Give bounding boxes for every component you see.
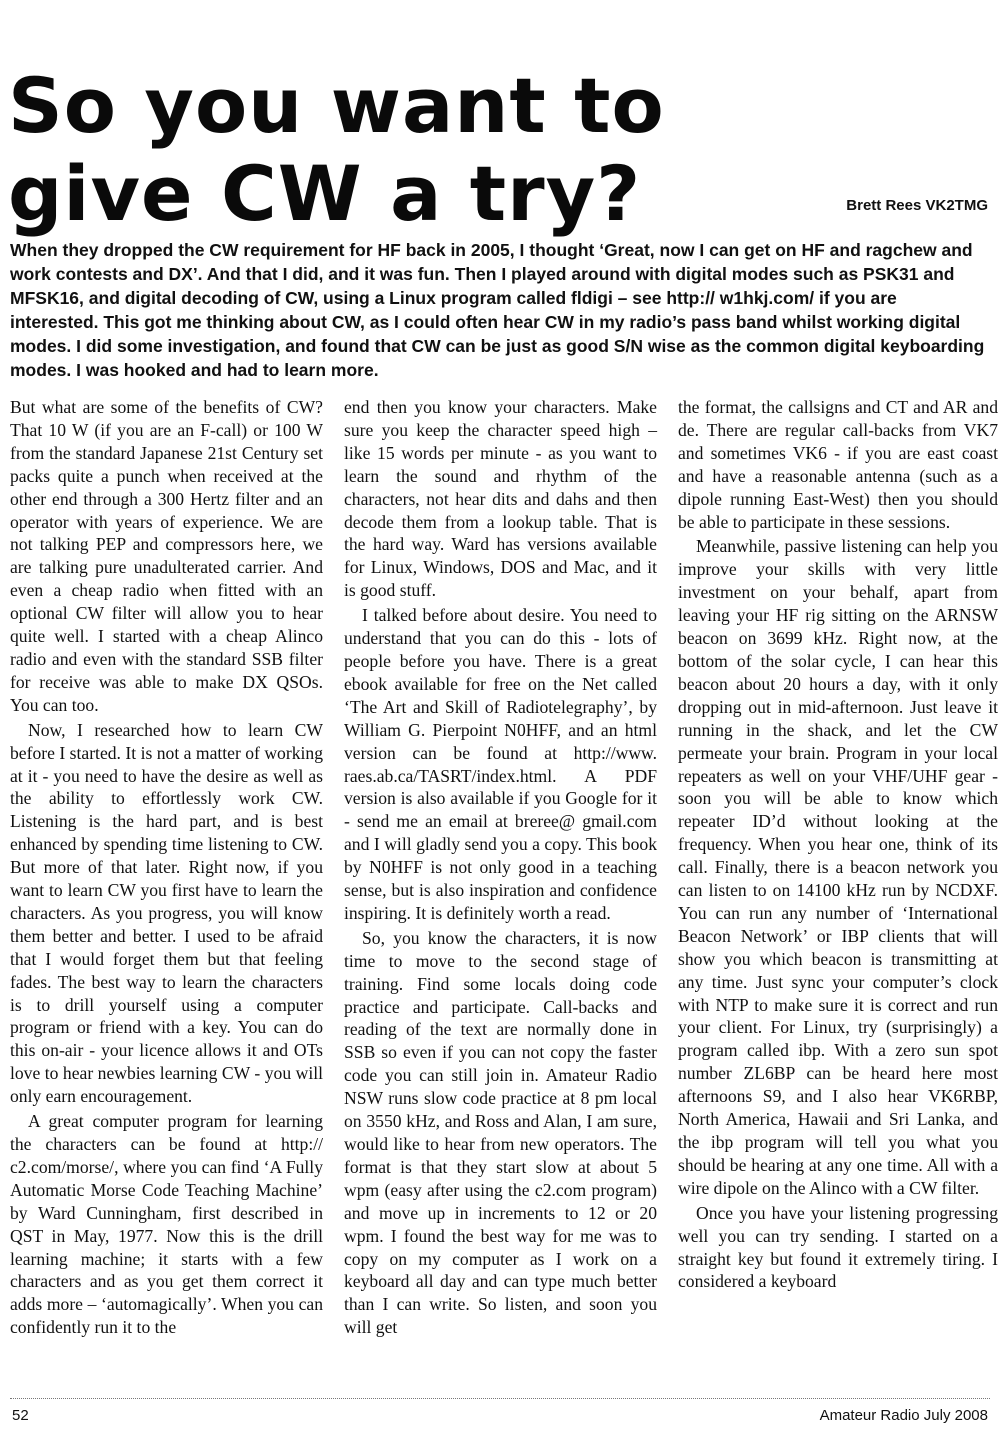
paragraph: I talked before about desire. You need to understand that you can do this - lots of people before you have. There is a great ebook available for free on the Net called ‘The Art and Skill of Radiotelegraphy’, by William G. Pierpoint N0HFF, and an html version can be found at http://www. raes.ab.ca/TASRT/index.html. A PDF version is also available if you Google for it - send me an email at breree@ gmail.com and I will gladly send you a copy. This book by N0HFF is not only good in a teaching sense, but is also inspiration and confidence inspiring. It is definitely worth a read. [344,605,657,923]
paragraph: Meanwhile, passive listening can help you improve your skills with very little investment on your behalf, apart from leaving your HF rig sitting on the ARNSW beacon on 3699 kHz. Right now, at the bottom of the solar cycle, I can hear this beacon about 20 hours a day, with it only dropping out in mid-afternoon. Just leave it running in the shack, and let the CW permeate your brain. Program in your local repeaters as well on your VHF/UHF gear - soon you will be able to know which repeater ID’d without looking at the frequency. When you hear one, think of its call. Finally, there is a beacon network you can listen to on 14100 kHz run by NCDXF. You can run any number of ‘International Beacon Network’ or IBP clients that will show you which beacon is transmitting at any time. Just sync your computer’s clock with NTP to make sure it is correct and run your client. For Linux, try (surprisingly) a program called ibp. With a zero sun spot number ZL6BP can be heard here most afternoons S9, and I also hear VK6RBP, North America, Hawaii and Sri Lanka, and the ibp program will tell you what you should be hearing at any one time. All with a wire dipole on the Alinco with a CW filter. [678,536,998,1198]
page-number: 52 [12,1407,29,1424]
paragraph: But what are some of the benefits of CW? That 10 W (if you are an F-call) or 100 W from the standard Japanese 21st Century set packs quite a punch when received at the other end through a 300 Hertz filter and an operator with years of experience. We are not talking PEP and compressors here, we are talking pure unadulterated carrier. And even a cheap radio when fitted with an optional CW filter will allow you to hear quite well. I started with a cheap Alinco radio and even with the standard SSB filter for receive was able to make DX QSOs. You can too. [10,397,323,715]
publication-info: Amateur Radio July 2008 [819,1407,988,1424]
article-intro: When they dropped the CW requirement for HF back in 2005, I thought ‘Great, now I can get on HF and ragchew and work contests and DX’. And that I did, and it was fun. Then I played around with digital modes such as PSK31 and MFSK16, and digital decoding of CW, using a Linux program called fldigi – see http:// w1hkj.com/ if you are interested. This got me thinking about CW, as I could often hear CW in my radio’s pass band whilst working digital modes. I did some investigation, and found that CW can be just as good S/N wise as the common digital keyboarding modes. I was hooked and had to learn more. [10,240,985,380]
article-body [10,396,998,1386]
paragraph: So, you know the characters, it is now time to move to the second stage of training. Find some locals doing code practice and participate. Call-backs and reading of the text are normally done in SSB so even if you can not copy the faster code you can still join in. Amateur Radio NSW runs slow code practice at 8 pm local on 3550 kHz, and Ross and Alan, I am sure, would like to hear from new operators. The format is that they start slow at about 5 wpm (easy after using the c2.com program) and move up in increments to 12 or 20 wpm. I found the best way for me was to copy on my computer as I work on a keyboard all day and can type much better than I can write. So listen, and soon you will get [344,927,657,1338]
column-3 [678,396,998,1293]
paragraph: Now, I researched how to learn CW before I started. It is not a matter of working at it - you need to have the desire as well as the ability to effortlessly work CW. Listening is the hard part, and is best enhanced by spending time listening to CW. But more of that later. Right now, if you want to learn CW you first have to learn the characters. As you progress, you will know them better and better. I used to be afraid that I would forget them but that feeling fades. The best way to learn the characters is to drill yourself using a computer program or friend with a key. You can do this on-air - your licence allows it and OTs love to hear newbies learning CW - you will only earn encouragement. [10,719,323,1107]
paragraph: A great computer program for learning the characters can be found at http:// c2.com/morse/, where you can find ‘A Fully Automatic Morse Code Teaching Machine’ by Ward Cunningham, first described in QST in May, 1977. Now this is the drill learning machine; it starts with a few characters and as you get them correct it adds more – ‘automagically’. When you can confidently run it to the [10,1111,323,1338]
author-byline: Brett Rees VK2TMG [846,197,988,214]
footer-divider [10,1398,990,1399]
column-1 [10,396,323,1339]
paragraph: end then you know your characters. Make sure you keep the character speed high – like 15 words per minute - as you want to learn the sound and rhythm of the characters, not hear dits and dahs and then decode them from a lookup table. That is the hard way. Ward has versions available for Linux, Windows, DOS and Mac, and it is good stuff. [344,397,657,601]
paragraph: the format, the callsigns and CT and AR and de. There are regular call-backs from VK7 and sometimes VK6 - if you are east coast and have a reasonable antenna (such as a dipole running East-West) then you should be able to participate in these sessions. [678,397,998,532]
paragraph: Once you have your listening progressing well you can try sending. I started on a straight key but found it extremely tiring. I considered a keyboard [678,1202,998,1292]
article-title: So you want to give CW a try? [8,61,665,238]
column-2 [344,396,657,1339]
